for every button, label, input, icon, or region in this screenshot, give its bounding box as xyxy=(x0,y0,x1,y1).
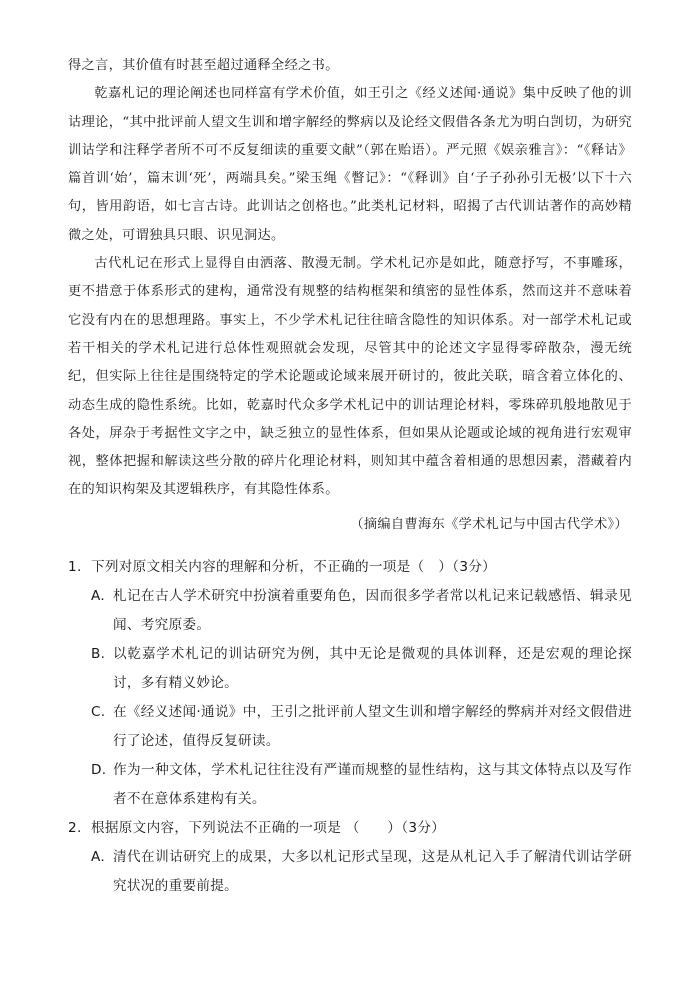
question-number: 1. xyxy=(68,559,82,576)
question-number: 2. xyxy=(68,820,82,837)
passage-paragraph: 古代札记在形式上显得自由洒落、散漫无制。学术札记亦是如此，随意抒写，不事雕琢，更不措意于体系形式的建构，通常没有规整的结构框架和缜密的显性体系，然而这并不意味着它没有内在的思想理路。事实上，不少学术札记往往暗含隐性的知识体系。对一部学术札记或若干相关的学术札记进行总体性观照就会发现，尽管其中的论述文字显得零碎散杂，漫无统纪，但实际上往往是围绕特定的学术论题或论域来展开研讨的，彼此关联，暗含着立体化的、动态生成的隐性系统。比如，乾嘉时代众多学术札记中的训诂理论材料，零珠碎玑般地散见于各处，屏杂于考据性文字之中，缺乏独立的显性体系，但如果从论题或论域的视角进行宏观审视，整体把握和解读这些分散的碎片化理论材料，则知其中蕴含着相通的思想因素，潜藏着内在的知识构架及其逻辑秩序，有其隐性体系。 xyxy=(68,256,632,498)
question-stem xyxy=(68,553,632,582)
question-stem xyxy=(68,814,632,843)
option-c[interactable] xyxy=(91,698,632,756)
option-text: 以乾嘉学术札记的训诂研究为例，其中无论是微观的具体训释，还是宏观的理论探讨，多有精义妙论。 xyxy=(113,646,632,692)
option-text: 作为一种文体，学术札记往往没有严谨而规整的显性结构，这与其文体特点以及写作者不在意体系建构有关。 xyxy=(113,762,632,808)
option-b[interactable] xyxy=(91,640,632,698)
question-1 xyxy=(68,553,632,814)
option-letter: A. xyxy=(91,849,105,866)
option-letter: A. xyxy=(91,588,105,605)
question-text: 下列对原文相关内容的理解和分析，不正确的一项是（ ）（3分） xyxy=(91,559,497,576)
passage-continuation: 得之言，其价值有时甚至超过通释全经之书。 xyxy=(68,58,339,73)
passage-paragraph: 乾嘉札记的理论阐述也同样富有学术价值，如王引之《经义述闻·通说》集中反映了他的训诂理论，“其中批评前人望文生训和增字解经的弊病以及论经文假借各条尤为明白剀切，为研究训诂学和注释学者所不可不反复细读的重要文献”（郭在贻语）。严元照《娱亲雅言》：“《释诂》篇首训‘始’，篇末训‘死’，两端具矣。”梁玉绳《瞥记》：“《释训》自‘子子孙孙引无极’以下十六句，皆用韵语，如七言古诗。此训诂之创格也。”此类札记材料，昭揭了古代训诂著作的高妙精微之处，可谓独具只眼、识见洞达。 xyxy=(68,86,632,243)
option-list xyxy=(68,843,632,901)
option-text: 在《经义述闻·通说》中，王引之批评前人望文生训和增字解经的弊病并对经文假借进行了论述，值得反复研读。 xyxy=(113,704,632,750)
option-letter: C. xyxy=(91,704,106,721)
question-list xyxy=(68,553,632,901)
option-text: 清代在训诂研究上的成果，大多以札记形式呈现，这是从札记入手了解清代训诂学研究状况的重要前提。 xyxy=(113,849,632,895)
option-text: 札记在古人学术研究中扮演着重要角色，因而很多学者常以札记来记载感悟、辑录见闻、考究原委。 xyxy=(113,588,632,634)
option-letter: D. xyxy=(91,762,107,779)
option-list xyxy=(68,582,632,814)
option-d[interactable] xyxy=(91,756,632,814)
reading-passage xyxy=(68,52,632,505)
option-letter: B. xyxy=(91,646,106,663)
question-text: 根据原文内容，下列说法不正确的一项是 （ ）（3分） xyxy=(91,820,446,837)
question-2 xyxy=(68,814,632,901)
option-a[interactable] xyxy=(91,843,632,901)
passage-source: （摘编自曹海东《学术札记与中国古代学术》） xyxy=(350,516,628,532)
option-a[interactable] xyxy=(91,582,632,640)
